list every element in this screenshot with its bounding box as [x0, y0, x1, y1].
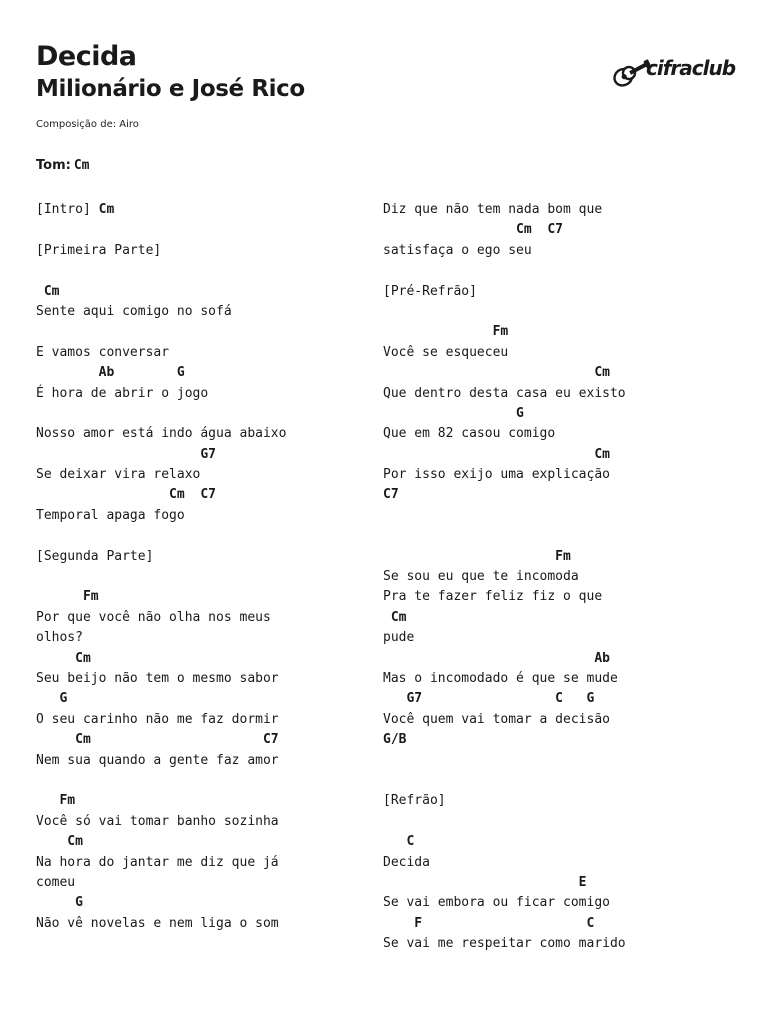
lyric-line: Não vê novelas e nem liga o som — [36, 915, 279, 931]
blank-line — [383, 771, 753, 791]
lyric-line: olhos? — [36, 630, 83, 646]
section-label: [Segunda Parte] — [36, 548, 154, 564]
section-label: [Primeira Parte] — [36, 242, 162, 258]
blank-line — [36, 322, 366, 342]
lyric-line: É hora de abrir o jogo — [36, 385, 209, 401]
chord-line: Fm — [36, 793, 76, 809]
chord-line: Cm — [383, 609, 407, 625]
chord-line: G7 — [36, 446, 217, 462]
lyric-line: Mas o incomodado é que se mude — [383, 670, 618, 686]
blank-line — [383, 812, 753, 832]
cifraclub-logo[interactable] — [606, 46, 736, 92]
chord-line: E — [383, 874, 587, 890]
chord-line: G — [383, 405, 524, 421]
lyric-line: pude — [383, 630, 415, 646]
chord-line: Cm — [383, 365, 610, 381]
chord-line: Cm — [36, 834, 83, 850]
lyric-line: Nosso amor está indo água abaixo — [36, 426, 287, 442]
chord-line: Cm C7 — [36, 487, 217, 503]
lyric-line: Por isso exijo uma explicação — [383, 467, 610, 483]
lyric-line: comeu — [36, 874, 76, 890]
lyric-line: Por que você não olha nos meus — [36, 609, 271, 625]
lyric-line: Se vai embora ou ficar comigo — [383, 895, 610, 911]
section-label: [Pré-Refrão] — [383, 283, 477, 299]
lyric-line: Se vai me respeitar como marido — [383, 936, 626, 952]
chord-line: G/B — [383, 732, 407, 748]
lyric-line: Se sou eu que te incomoda — [383, 569, 579, 585]
key-indicator — [36, 157, 89, 175]
chord-line: Fm — [383, 548, 571, 564]
lyric-line: Diz que não tem nada bom que — [383, 202, 603, 217]
lyric-line: Se deixar vira relaxo — [36, 467, 201, 483]
blank-line — [383, 302, 753, 322]
lyric-line: Nem sua quando a gente faz amor — [36, 752, 279, 768]
lyrics-column-right — [383, 200, 753, 954]
blank-line — [36, 771, 366, 791]
lyric-line: Pra te fazer feliz fiz o que — [383, 589, 603, 605]
chord-line: C — [383, 834, 415, 850]
blank-line — [36, 526, 366, 546]
section-label: [Refrão] — [383, 793, 446, 809]
blank-line — [383, 261, 753, 281]
lyric-line: Temporal apaga fogo — [36, 507, 185, 523]
key-label: Tom: — [36, 158, 71, 173]
lyric-line: E vamos conversar — [36, 344, 170, 360]
blank-line — [36, 261, 366, 281]
blank-line — [383, 526, 753, 546]
chord-line: Cm — [36, 650, 91, 666]
lyric-line: O seu carinho não me faz dormir — [36, 711, 279, 727]
logo-wordmark: cifraclub — [646, 56, 736, 80]
artist-name: Milionário e José Rico — [36, 76, 305, 102]
blank-line — [383, 751, 753, 771]
lyric-line: Seu beijo não tem o mesmo sabor — [36, 670, 279, 686]
chord: Cm — [98, 202, 115, 217]
blank-line — [36, 404, 366, 424]
lyric-line: Decida — [383, 854, 430, 870]
chord-line: F C — [383, 915, 595, 931]
chord-line: Cm C7 — [36, 732, 279, 748]
chord-line: G7 C G — [383, 691, 595, 707]
chord-line: Fm — [383, 324, 509, 340]
key-value: Cm — [73, 158, 90, 173]
chord-line: Cm — [36, 283, 60, 299]
chord-line: Cm C7 — [383, 222, 564, 238]
chord-line: G — [36, 691, 68, 707]
lyric-line: Que dentro desta casa eu existo — [383, 385, 626, 401]
guitar-icon — [606, 46, 650, 92]
lyric-line: satisfaça o ego seu — [383, 242, 532, 258]
lyric-line: Que em 82 casou comigo — [383, 426, 556, 442]
chord-line: Cm — [383, 446, 610, 462]
chord-line: Ab G — [36, 365, 185, 381]
blank-line — [383, 506, 753, 526]
chord-line: G — [36, 895, 83, 911]
lyric-line: Na hora do jantar me diz que já — [36, 854, 279, 870]
blank-line — [36, 567, 366, 587]
lyric-line: Você quem vai tomar a decisão — [383, 711, 610, 727]
lyric-line: Você se esqueceu — [383, 344, 509, 360]
lyric-line: Sente aqui comigo no sofá — [36, 303, 232, 319]
chord-line: C7 — [383, 487, 399, 503]
song-title: Decida — [36, 41, 137, 72]
chord-line: Ab — [383, 650, 610, 666]
blank-line — [36, 220, 366, 240]
lyrics-column-left — [36, 200, 366, 934]
lyric-line: Você só vai tomar banho sozinha — [36, 813, 279, 829]
chord-line: Fm — [36, 589, 99, 605]
section-label-text: [Intro] — [36, 202, 99, 217]
composer-credit: Composição de: Airo — [36, 119, 139, 130]
section-label — [36, 200, 366, 220]
